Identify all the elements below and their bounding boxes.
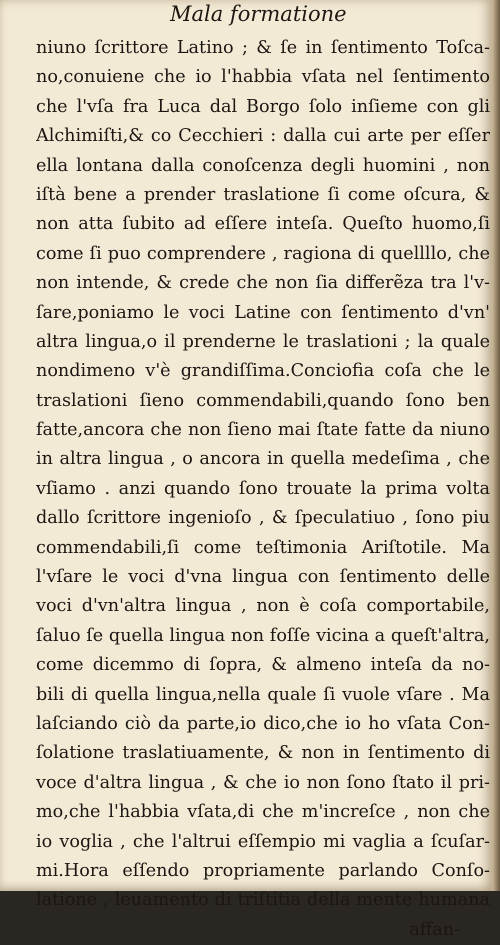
text-line: ſare,poniamo le voci Latine con ſentimento d'vn' (36, 302, 490, 323)
text-line: laſciando ciò da parte,io dico,che io ho vſata Con- (36, 713, 490, 734)
text-line: no,conuiene che io l'habbia vſata nel ſentimento (36, 67, 490, 88)
page-edge (492, 0, 500, 891)
text-line: ella lontana dalla conoſcenza degli huomini , non (36, 155, 490, 176)
text-line: voce d'altra lingua , & che io non ſono ſtato il pri- (36, 772, 490, 793)
catchword: affan- (409, 919, 460, 940)
text-line: bili di quella lingua,nella quale ſi vuole vſare . Ma (36, 684, 490, 705)
text-line: ſolatione traslatiuamente, & non in ſentimento di (36, 743, 490, 764)
text-line: voci d'vn'altra lingua , non è coſa comportabile, (36, 596, 490, 617)
text-line: altra lingua,o il prenderne le traslationi ; la quale (36, 331, 490, 352)
text-line: fatte,ancora che non ſieno mai ſtate fatte da niuno (36, 420, 490, 441)
text-line: nondimeno v'è grandiſſima.Conciofia coſa che le (36, 361, 490, 382)
text-line: mo,che l'habbia vſata,di che m'increſce , non che (36, 802, 490, 823)
text-line: iſtà bene a prender traslatione ſi come oſcura, & (36, 184, 490, 205)
text-line: mi.Hora eſſendo propriamente parlando Conſo- (36, 860, 490, 881)
text-line: commendabili,ſi come teſtimonia Ariſtotile. Ma (36, 537, 490, 558)
text-line: dallo ſcrittore ingenioſo , & ſpeculatiuo , ſono piu (36, 508, 490, 529)
text-line: come dicemmo di ſopra, & almeno inteſa da no- (36, 655, 490, 676)
body-text (36, 34, 490, 945)
text-line: come ſi puo comprendere , ragiona di quellllo, che (36, 243, 490, 264)
running-head: Mala formatione (170, 2, 347, 26)
text-line: che l'vſa fra Luca dal Borgo ſolo inſieme con gli (36, 96, 490, 117)
text-line: Alchimiſti,& co Cecchieri : dalla cui arte per eſſer (36, 126, 490, 147)
text-line: l'vſare le voci d'vna lingua con ſentimento delle (36, 567, 490, 588)
text-line: niuno ſcrittore Latino ; & ſe in ſentimento Toſca- (36, 38, 490, 58)
text-line: traslationi ſieno commendabili,quando ſono ben (36, 390, 490, 411)
text-line: latione , leuamento di triſtitia della mente humana (36, 890, 490, 911)
text-line: non atta ſubito ad eſſere inteſa. Queſto huomo,ſi (36, 214, 490, 235)
text-line: io voglia , che l'altrui eſſempio mi vaglia a ſcuſar- (36, 831, 490, 852)
text-line: in altra lingua , o ancora in quella medeſima , che (36, 449, 490, 470)
text-line: ſaluo ſe quella lingua non foſſe vicina a queſt'altra, (36, 625, 490, 646)
text-line: vſiamo . anzi quando ſono trouate la prima volta (36, 478, 490, 499)
text-line: non intende, & crede che non ſia differẽza tra l'v- (36, 273, 490, 294)
